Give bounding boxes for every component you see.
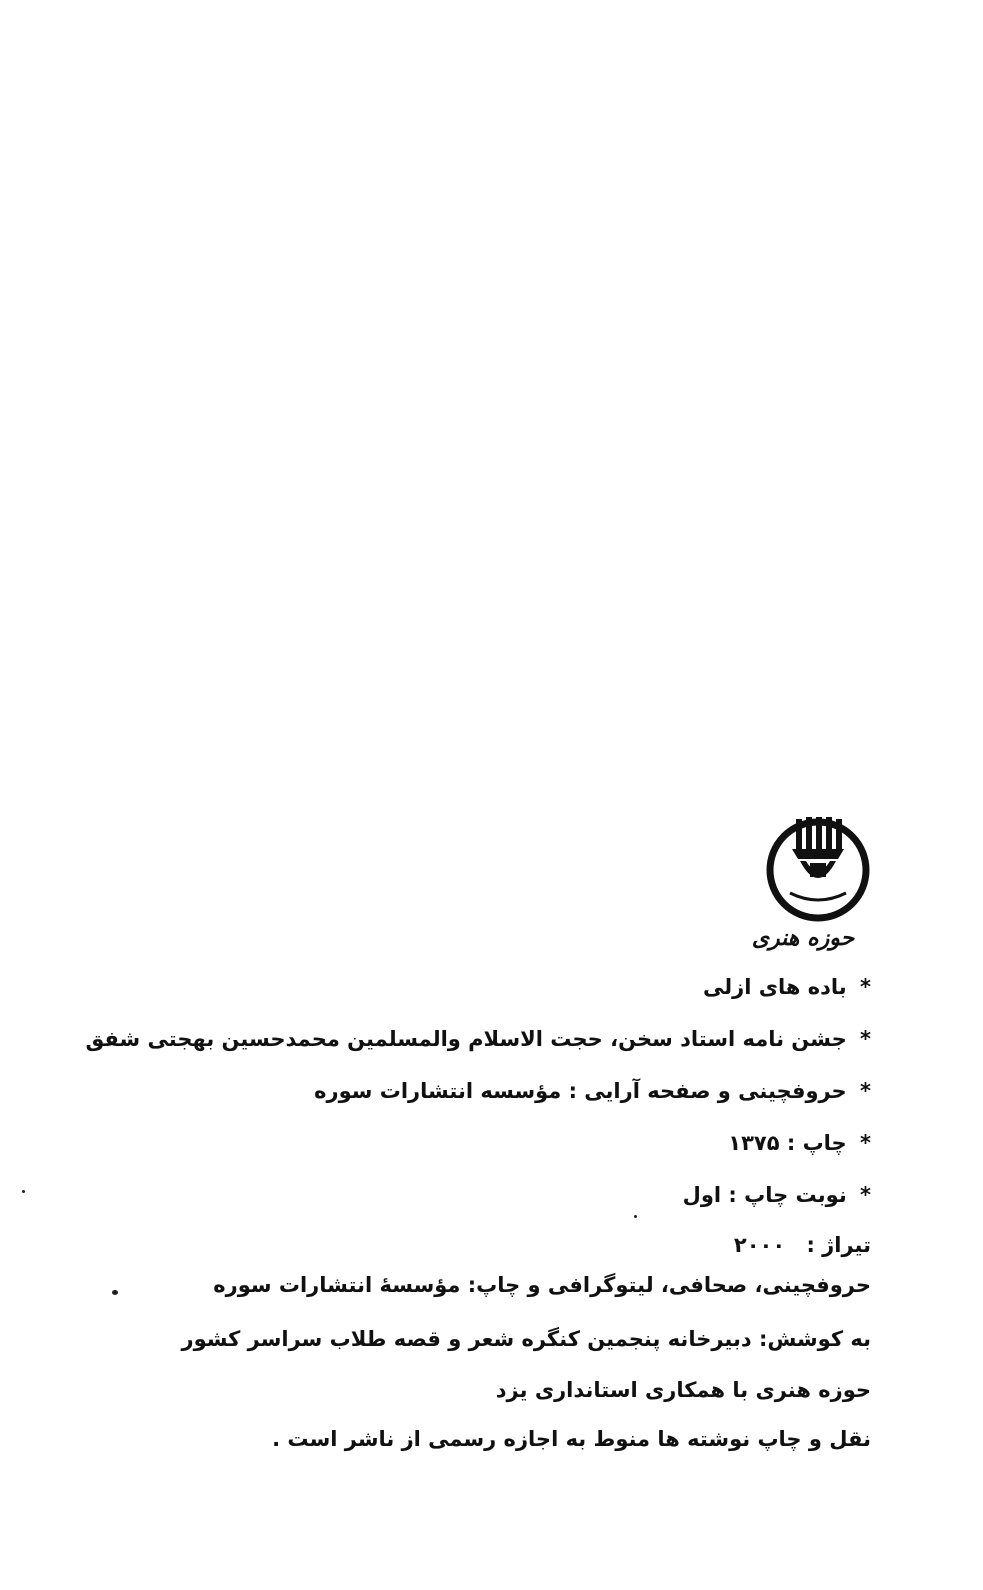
emblem-icon	[758, 815, 878, 925]
hozeh-honari-logo	[748, 815, 878, 965]
cooperation-line: حوزه هنری با همکاری استانداری یزد	[495, 1378, 871, 1402]
rights-line: نقل و چاپ نوشته ها منوط به اجازه رسمی از ناشر است .	[272, 1427, 871, 1451]
bullet-star: *	[860, 975, 871, 999]
edition-value: اول	[682, 1183, 722, 1207]
circulation-label: تیراژ :	[806, 1233, 871, 1257]
print-label: چاپ :	[786, 1131, 847, 1155]
layout-line	[314, 1079, 871, 1104]
bullet-star: *	[860, 1183, 871, 1207]
logo-caption: حوزه هنری	[751, 925, 855, 951]
print-year-line	[728, 1131, 871, 1156]
print-speck	[634, 1215, 637, 1218]
effort-line: به کوشش: دبیرخانه پنجمین کنگره شعر و قصه طلاب سراسر کشور	[181, 1327, 871, 1351]
subtitle-line	[86, 1027, 872, 1052]
bullet-star: *	[860, 1079, 871, 1103]
layout-value: مؤسسه انتشارات سوره	[314, 1079, 562, 1103]
book-subtitle: جشن نامه استاد سخن، حجت الاسلام والمسلمین محمدحسین بهجتی شفق	[85, 1027, 847, 1051]
edition-line	[683, 1183, 871, 1208]
edition-label: نوبت چاپ :	[728, 1183, 847, 1207]
print-speck	[22, 1190, 25, 1193]
circulation-line	[734, 1233, 871, 1258]
typesetting-line: حروفچینی، صحافی، لیتوگرافی و چاپ: مؤسسهٔ انتشارات سوره	[213, 1273, 871, 1297]
bullet-star: *	[860, 1027, 871, 1051]
print-speck	[112, 1290, 118, 1295]
circulation-value: ۲۰۰۰	[733, 1233, 786, 1257]
print-year: ۱۳۷۵	[728, 1131, 780, 1155]
book-title: باده های ازلی	[703, 975, 847, 999]
layout-label: حروفچینی و صفحه آرایی :	[568, 1079, 847, 1103]
bullet-star: *	[860, 1131, 871, 1155]
title-line	[703, 975, 871, 1000]
